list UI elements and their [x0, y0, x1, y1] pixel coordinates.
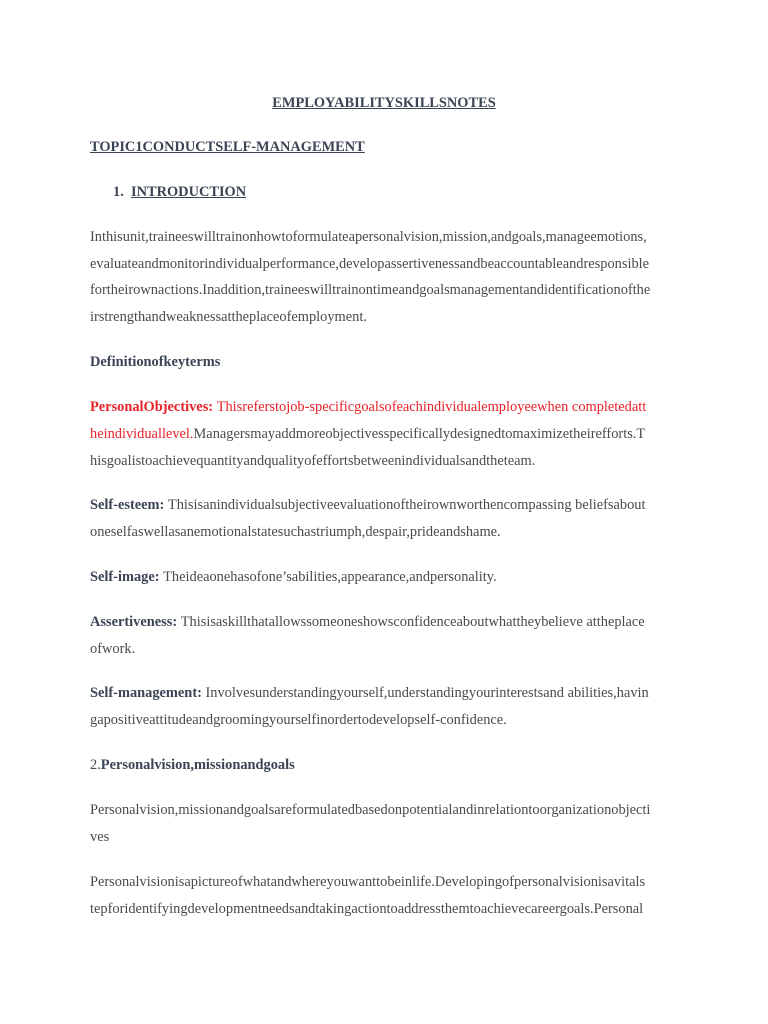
paragraph-line: Inthisunit,traineeswilltrainonhowtoformulateapersonalvision,mission,andgoals,manageemotions,: [90, 229, 647, 245]
term-self-management: Self-management:: [90, 685, 206, 701]
section-1-title: INTRODUCTION: [131, 184, 247, 200]
definitions-heading: Definitionofkeyterms: [90, 354, 221, 370]
paragraph-line: [90, 496, 680, 514]
definition-text: Theideaonehasofone’sabilities,appearance,andpersonality.: [163, 569, 497, 585]
paragraph-line: ofwork.: [90, 641, 136, 657]
term-personal-objectives: PersonalObjectives:: [90, 399, 217, 415]
paragraph-line: [90, 684, 680, 702]
definition-text: Involvesunderstandingyourself,understandingyourinterestsand abilities,havin: [205, 685, 649, 701]
paragraph-line: gapositiveattitudeandgroomingyourselfinordertodevelopself-confidence.: [90, 712, 507, 728]
definition-text: Thisisanindividualsubjectiveevaluationoftheirownworthencompassing beliefsabout: [167, 497, 646, 513]
section-2-title: Personalvision,missionandgoals: [100, 757, 295, 773]
paragraph-line: hisgoalistoachievequantityandqualityofeffortsbetweenindividualsandtheteam.: [90, 453, 536, 469]
paragraph-line: Personalvisionisapictureofwhatandwhereyouwanttobeinlife.Developingofpersonalvisionisavitals: [90, 874, 646, 890]
term-self-esteem: Self-esteem:: [90, 497, 168, 513]
paragraph-line: [90, 568, 680, 586]
definition-text: Thisisaskillthatallowssomeoneshowsconfidenceaboutwhattheybelieve attheplace: [180, 614, 645, 630]
section-2-heading: [90, 756, 680, 774]
paragraph-line: oneselfaswellasanemotionalstatesuchastriumph,despair,prideandshame.: [90, 524, 501, 540]
paragraph-line: evaluateandmonitorindividualperformance,developassertivenessandbeaccountableandresponsible: [90, 256, 650, 272]
paragraph-line: Personalvision,missionandgoalsareformulatedbasedonpotentialandinrelationtoorganizationobjecti: [90, 802, 651, 818]
document-title: EMPLOYABILITYSKILLSNOTES: [272, 95, 496, 111]
term-assertiveness: Assertiveness:: [90, 614, 181, 630]
topic-heading: TOPIC1CONDUCTSELF-MANAGEMENT: [90, 139, 365, 155]
definition-text: Thisreferstojob-specificgoalsofeachindividualemployeewhen completedatt: [216, 399, 647, 415]
paragraph-line: irstrengthandweaknessattheplaceofemployment.: [90, 309, 367, 325]
paragraph-line: tepforidentifyingdevelopmentneedsandtakingactiontoaddressthemtoachievecareergoals.Personal: [90, 901, 644, 917]
section-1-number: 1.: [113, 184, 124, 200]
paragraph-line: [90, 425, 680, 443]
paragraph-line: [90, 398, 680, 416]
paragraph-line: fortheirownactions.Inaddition,traineeswilltrainontimeandgoalsmanagementandidentificationofthe: [90, 282, 651, 298]
term-self-image: Self-image:: [90, 569, 164, 585]
paragraph-line: ves: [90, 829, 110, 845]
section-2-number: 2.: [90, 757, 101, 773]
definition-text: Managersmayaddmoreobjectivesspecificallydesignedtomaximizetheirefforts.T: [193, 426, 646, 442]
definition-text: heindividuallevel.: [90, 426, 194, 442]
paragraph-line: [90, 613, 680, 631]
section-1-heading: [113, 183, 703, 201]
